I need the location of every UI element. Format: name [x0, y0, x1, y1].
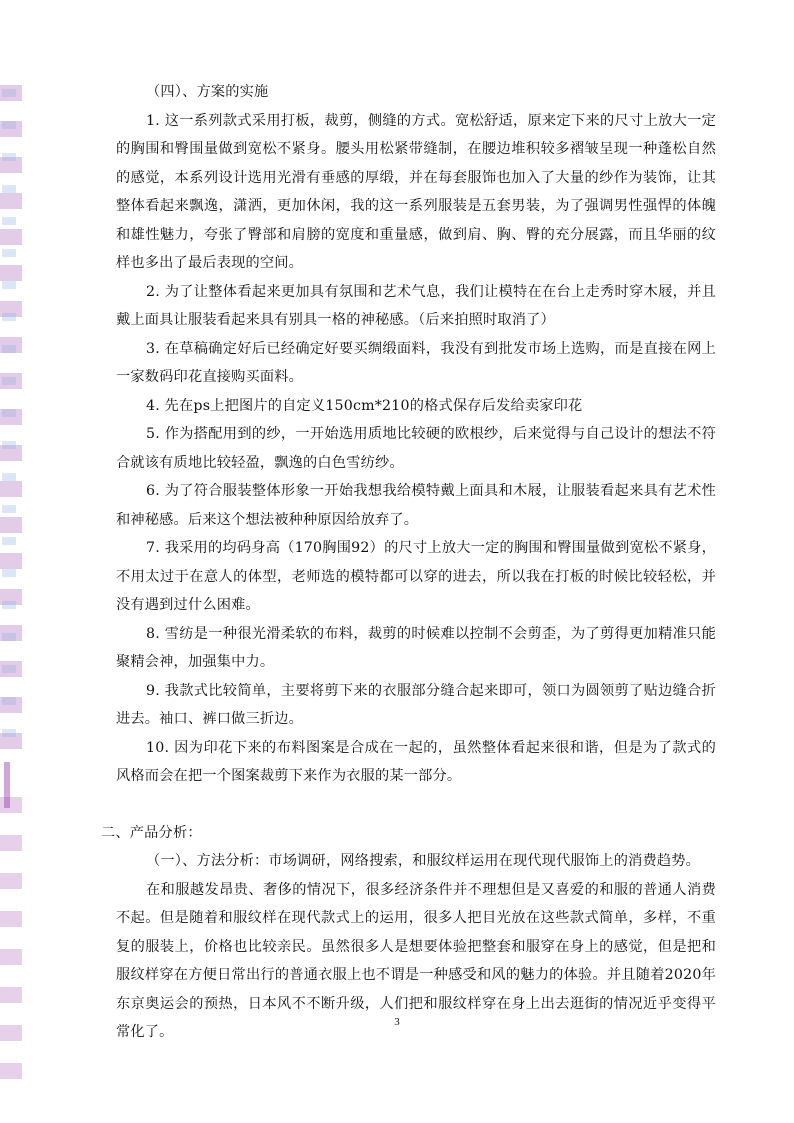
- paragraph-item-5: 5. 作为搭配用到的纱，一开始选用质地比较硬的欧根纱，后来觉得与自己设计的想法不符合就该有质地比较轻盈，飘逸的白色雪纺纱。: [116, 426, 716, 471]
- subsection-heading: （四）、方案的实施: [146, 84, 269, 100]
- page-number: 3: [394, 1016, 400, 1028]
- analysis-paragraph: 在和服越发昂贵、奢侈的情况下，很多经济条件并不理想但是又喜爱的和服的普通人消费不起。但是随着和服纹样在现代款式上的运用，很多人把目光放在这些款式简单，多样，不重复的服装上，价格也比较亲民。虽然很多人是想要体验把整套和服穿在身上的感觉，但是把和服纹样穿在方便日常出行的普通衣服上也不谓是一种感受和风的魅力的体验。并且随着2020年东京奥运会的预热，日本风不不断升级，人们把和服纹样穿在身上出去逛街的情况近乎变得平常化了。: [116, 881, 716, 1040]
- section-spacer: [116, 791, 716, 819]
- paragraph-item-3: 3. 在草稿确定好后已经确定好要买绸缎面料，我没有到批发市场上选购，而是直接在网上一家数码印花直接购买面料。: [116, 340, 716, 385]
- paragraph-item-1: 1. 这一系列款式采用打板，裁剪，侧缝的方式。宽松舒适，原来定下来的尺寸上放大一定的胸围和臀围量做到宽松不紧身。腰头用松紧带缝制，在腰边堆积较多褶皱呈现一种蓬松自然的感觉，本系列设计选用光滑有垂感的厚缎，并在每套服饰也加入了大量的纱作为装饰，让其整体看起来飘逸，潇洒，更加休闲，我的这一系列服装是五套男装，为了强调男性强悍的体魄和雄性魅力，夸张了臀部和肩膀的宽度和重量感，做到肩、胸、臀的充分展露，而且华丽的纹样也多出了最后表现的空间。: [116, 112, 716, 271]
- paragraph-item-6: 6. 为了符合服装整体形象一开始我想我给模特戴上面具和木屐，让服装看起来具有艺术性和神秘感。后来这个想法被种种原因给放弃了。: [116, 483, 716, 528]
- section-title: 二、产品分析：: [101, 824, 202, 841]
- margin-scan-artifact: [0, 75, 22, 755]
- margin-scan-artifact-lower: [0, 785, 22, 1085]
- method-analysis-paragraph: （一）、方法分析：市场调研，网络搜索，和服纹样运用在现代现代服饰上的消费趋势。: [146, 853, 701, 869]
- paragraph-item-10: 10. 因为印花下来的布料图案是合成在一起的，虽然整体看起来很和谐，但是为了款式的风格而会在把一个图案裁剪下来作为衣服的某一部分。: [116, 739, 716, 784]
- paragraph-item-2: 2. 为了让整体看起来更加具有氛围和艺术气息，我们让模特在在台上走秀时穿木屐，并且戴上面具让服装看起来具有别具一格的神秘感。（后来拍照时取消了）: [116, 283, 716, 328]
- document-body: [101, 78, 716, 1047]
- paragraph-item-9: 9. 我款式比较简单，主要将剪下来的衣服部分缝合起来即可，领口为圆领剪了贴边缝合折进去。袖口、裤口做三折边。: [116, 682, 716, 727]
- paragraph-item-8: 8. 雪纺是一种很光滑柔软的布料，裁剪的时候难以控制不会剪歪，为了剪得更加精准只能聚精会神，加强集中力。: [116, 625, 716, 670]
- paragraph-item-7: 7. 我采用的均码身高（170胸围92）的尺寸上放大一定的胸围和臀围量做到宽松不紧身，不用太过于在意人的体型，老师选的模特都可以穿的进去，所以我在打板的时候比较轻松，并没有遇到过什么困难。: [116, 540, 716, 613]
- paragraph-item-4: 4. 先在ps上把图片的自定义150cm*210的格式保存后发给卖家印花: [146, 397, 583, 414]
